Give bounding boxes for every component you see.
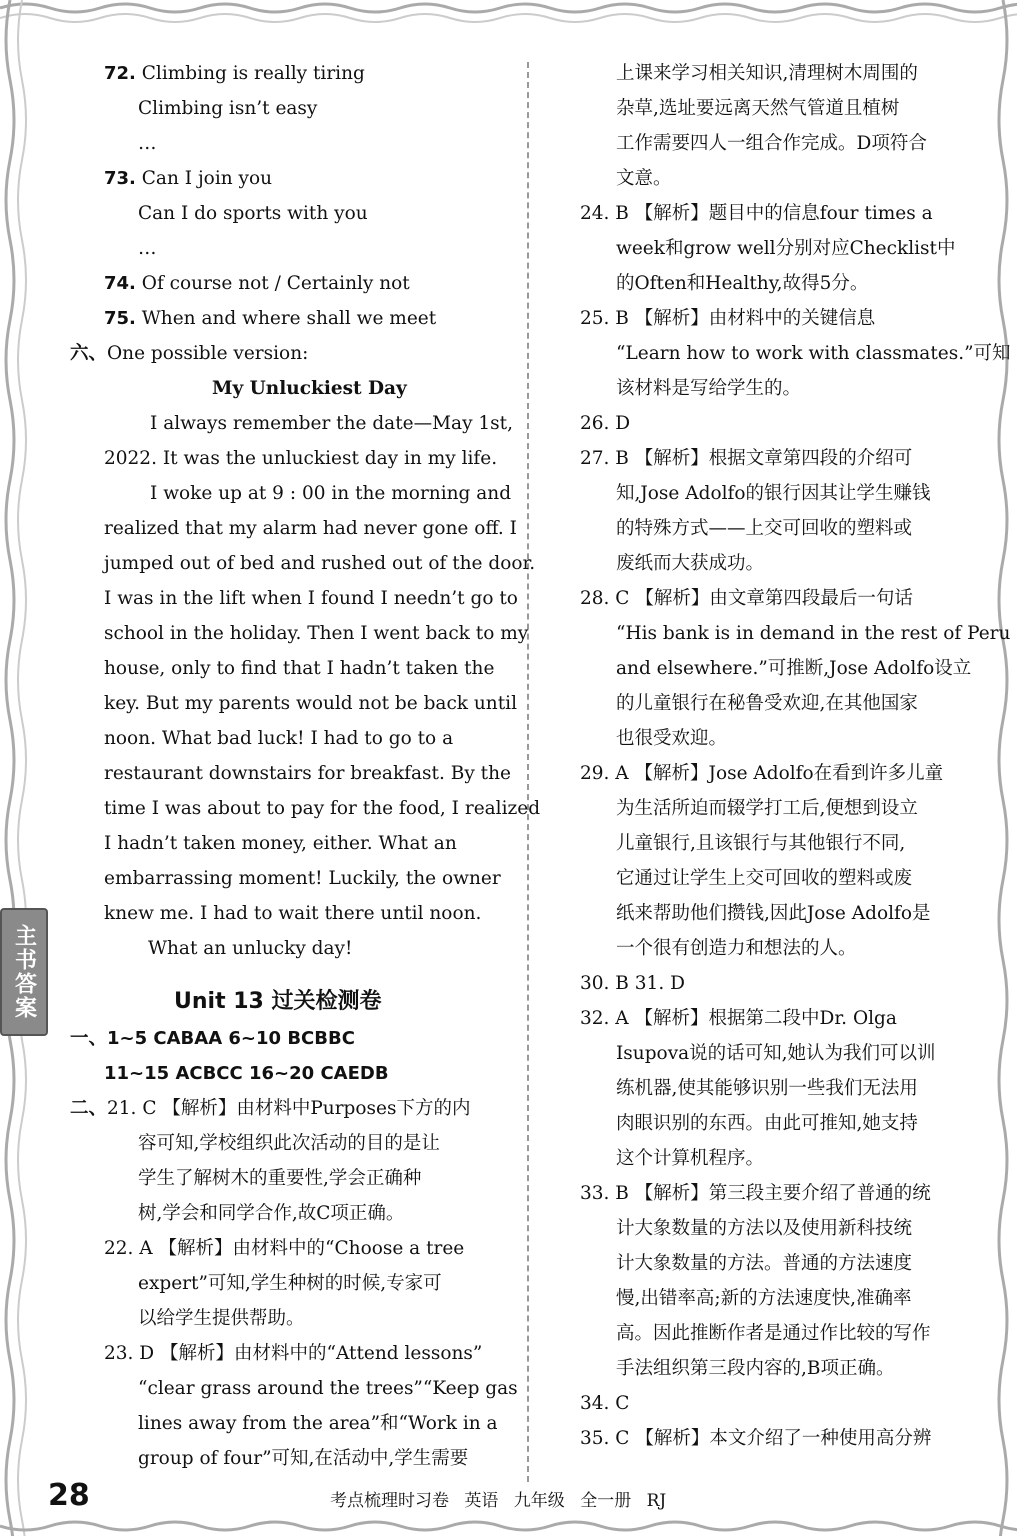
answer-23-cont: group of four”可知,在活动中,学生需要	[138, 1448, 469, 1469]
essay-line: restaurant downstairs for breakfast. By the	[104, 763, 511, 784]
answer-line: “His bank is in demand in the rest of Peru	[616, 623, 1011, 644]
answer-line: 为生活所迫而辍学打工后,便想到设立	[616, 798, 918, 819]
essay-line: jumped out of bed and rushed out of the door.	[104, 553, 536, 574]
answer-line: 26. D	[580, 413, 631, 434]
answer-74: 74. Of course not / Certainly not	[104, 273, 410, 294]
answer-line: 肉眼识别的东西。由此可推知,她支持	[616, 1113, 918, 1134]
answer-line: 的儿童银行在秘鲁受欢迎,在其他国家	[616, 693, 918, 714]
answer-line: and elsewhere.”可推断,Jose Adolfo设立	[616, 658, 972, 679]
section-one-answers: 11~15 ACBCC 16~20 CAEDB	[104, 1063, 389, 1084]
answer-line: 它通过让学生上交可回收的塑料或废	[616, 868, 913, 889]
answer-21: 二、21. C 【解析】由材料中Purposes下方的内	[70, 1098, 471, 1119]
answer-22: 22. A 【解析】由材料中的“Choose a tree	[104, 1238, 465, 1259]
answer-line: 25. B 【解析】由材料中的关键信息	[580, 308, 876, 329]
answer-21-cont: 容可知,学校组织此次活动的目的是让	[138, 1133, 440, 1154]
answer-72-alt: Climbing isn’t easy	[138, 98, 318, 119]
answer-73: 73. Can I join you	[104, 168, 273, 189]
essay-line: I woke up at 9 : 00 in the morning and	[150, 483, 512, 504]
answer-line: 这个计算机程序。	[616, 1148, 765, 1169]
section-six-heading: 六、One possible version:	[70, 343, 309, 364]
essay-title: My Unluckiest Day	[212, 378, 407, 399]
answer-73-alt: Can I do sports with you	[138, 203, 368, 224]
decorative-border-right	[983, 0, 1017, 1536]
side-tab-label: 主书答案	[0, 908, 48, 1036]
answer-line: 计大象数量的方法以及使用新科技统	[616, 1218, 913, 1239]
answer-line: 32. A 【解析】根据第二段中Dr. Olga	[580, 1008, 897, 1029]
essay-line: What an unlucky day!	[148, 938, 353, 959]
answer-21-cont: 学生了解树木的重要性,学会正确种	[138, 1168, 422, 1189]
answer-line: 的Often和Healthy,故得5分。	[616, 273, 869, 294]
answer-23-cont: lines away from the area”和“Work in a	[138, 1413, 498, 1434]
answer-line: 文意。	[616, 168, 672, 189]
answer-line: 练机器,使其能够识别一些我们无法用	[616, 1078, 918, 1099]
section-one-answers: 一、1~5 CABAA 6~10 BCBBC	[70, 1028, 355, 1049]
answer-line: Isupova说的话可知,她认为我们可以训	[616, 1043, 936, 1064]
essay-line: time I was about to pay for the food, I realized	[104, 798, 541, 819]
unit-title: Unit 13 过关检测卷	[174, 989, 382, 1014]
answer-23: 23. D 【解析】由材料中的“Attend lessons”	[104, 1343, 483, 1364]
essay-line: 2022. It was the unluckiest day in my life.	[104, 448, 498, 469]
decorative-border-top	[0, 0, 1017, 40]
ellipsis: …	[138, 133, 157, 154]
footer-text: 考点梳理时习卷 英语 九年级 全一册 RJ	[330, 1491, 667, 1511]
essay-line: school in the holiday. Then I went back to my	[104, 623, 529, 644]
answer-line: 知,Jose Adolfo的银行因其让学生赚钱	[616, 483, 931, 504]
answer-line: 33. B 【解析】第三段主要介绍了普通的统	[580, 1183, 931, 1204]
answer-75: 75. When and where shall we meet	[104, 308, 437, 329]
answer-22-cont: expert”可知,学生种树的时候,专家可	[138, 1273, 442, 1294]
ellipsis: …	[138, 238, 157, 259]
answer-line: 该材料是写给学生的。	[616, 378, 802, 399]
answer-line: “Learn how to work with classmates.”可知	[616, 343, 1011, 364]
answer-line: 上课来学习相关知识,清理树木周围的	[616, 63, 918, 84]
answer-line: 27. B 【解析】根据文章第四段的介绍可	[580, 448, 913, 469]
essay-line: house, only to find that I hadn’t taken the	[104, 658, 495, 679]
answer-72: 72. Climbing is really tiring	[104, 63, 365, 84]
answer-line: 也很受欢迎。	[616, 728, 728, 749]
answer-line: 34. C	[580, 1393, 630, 1414]
answer-22-cont: 以给学生提供帮助。	[138, 1308, 305, 1329]
answer-line: 29. A 【解析】Jose Adolfo在看到许多儿童	[580, 763, 944, 784]
answer-line: 高。因此推断作者是通过作比较的写作	[616, 1323, 931, 1344]
essay-line: realized that my alarm had never gone off. I	[104, 518, 517, 539]
answer-line: 废纸而大获成功。	[616, 553, 765, 574]
answer-line: 28. C 【解析】由文章第四段最后一句话	[580, 588, 913, 609]
essay-line: noon. What bad luck! I had to go to a	[104, 728, 454, 749]
page-number: 28	[48, 1478, 90, 1513]
answer-line: 儿童银行,且该银行与其他银行不同,	[616, 833, 906, 854]
essay-line: knew me. I had to wait there until noon.	[104, 903, 482, 924]
answer-line: 一个很有创造力和想法的人。	[616, 938, 857, 959]
answer-line: 工作需要四人一组合作完成。D项符合	[616, 133, 927, 154]
answer-line: week和grow well分别对应Checklist中	[616, 238, 956, 259]
decorative-border-left	[0, 0, 46, 1536]
essay-line: embarrassing moment! Luckily, the owner	[104, 868, 501, 889]
answer-21-cont: 树,学会和同学合作,故C项正确。	[138, 1203, 405, 1224]
answer-line: 计大象数量的方法。普通的方法速度	[616, 1253, 913, 1274]
essay-line: I was in the lift when I found I needn’t go to	[104, 588, 518, 609]
essay-line: I always remember the date—May 1st,	[150, 413, 513, 434]
answer-line: 纸来帮助他们攒钱,因此Jose Adolfo是	[616, 903, 931, 924]
answer-line: 的特殊方式——上交可回收的塑料或	[616, 518, 913, 539]
answer-line: 手法组织第三段内容的,B项正确。	[616, 1358, 895, 1379]
answer-line: 35. C 【解析】本文介绍了一种使用高分辨	[580, 1428, 932, 1449]
answer-line: 杂草,选址要远离天然气管道且植树	[616, 98, 900, 119]
essay-line: I hadn’t taken money, either. What an	[104, 833, 457, 854]
answer-line: 30. B 31. D	[580, 973, 685, 994]
answer-line: 慢,出错率高;新的方法速度快,准确率	[616, 1288, 912, 1309]
answer-line: 24. B 【解析】题目中的信息four times a	[580, 203, 933, 224]
column-divider	[527, 62, 529, 1482]
essay-line: key. But my parents would not be back until	[104, 693, 517, 714]
answer-23-cont: “clear grass around the trees”“Keep gas	[138, 1378, 518, 1399]
